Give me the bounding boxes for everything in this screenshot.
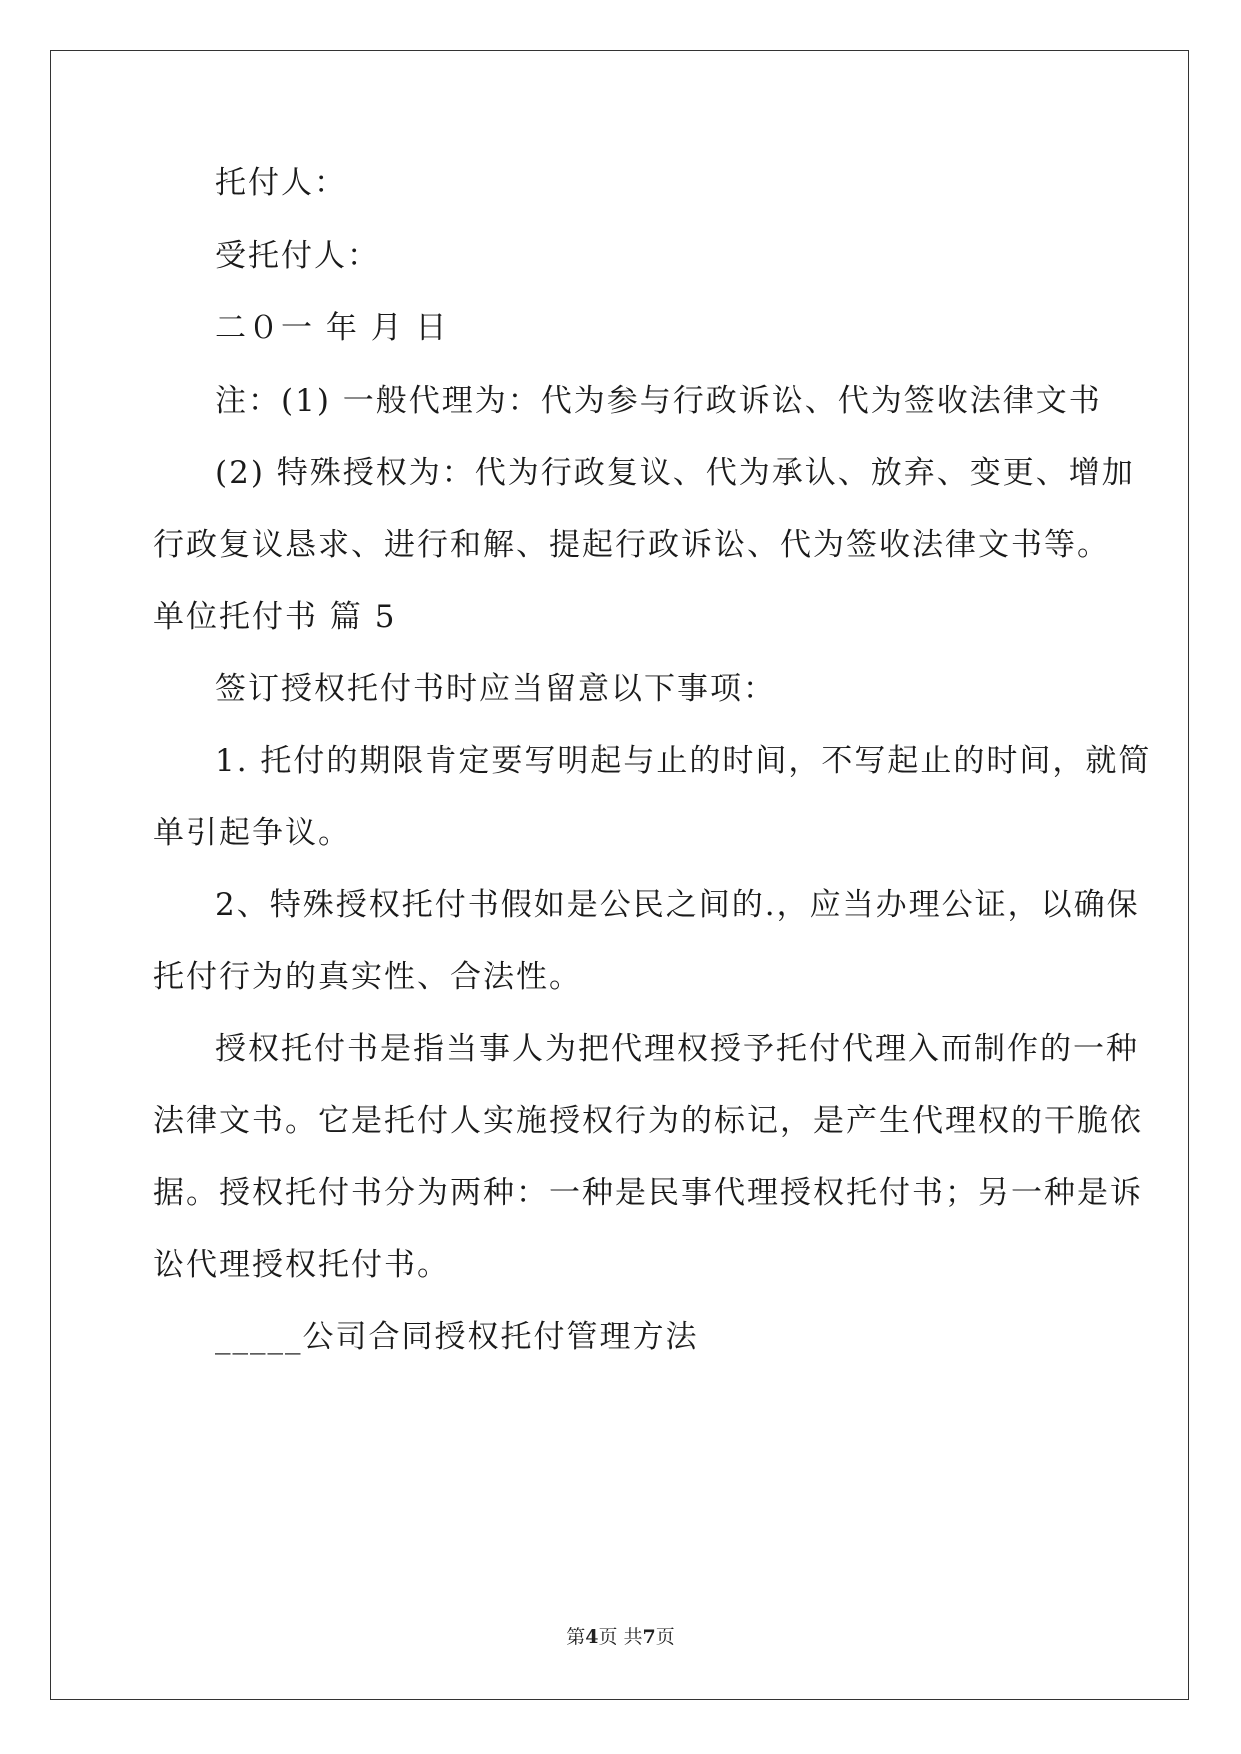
text-line-item-1: 1. 托付的期限肯定要写明起与止的时间，不写起止的时间，就简 [215, 743, 1152, 779]
text-line-note-1: 注：(1) 一般代理为：代为参与行政诉讼、代为签收法律文书 [215, 383, 1102, 419]
text-line-intro: 签订授权托付书时应当留意以下事项： [215, 671, 776, 707]
text-line-company-title: _____公司合同授权托付管理方法 [215, 1319, 699, 1355]
text-line-item-1-cont: 单引起争议。 [153, 815, 351, 851]
text-line-definition-3: 据。授权托付书分为两种：一种是民事代理授权托付书；另一种是诉 [153, 1175, 1143, 1211]
text-line-item-2: 2、特殊授权托付书假如是公民之间的.，应当办理公证，以确保 [215, 887, 1140, 923]
text-line-item-2-cont: 托付行为的真实性、合法性。 [153, 959, 582, 995]
text-line-definition: 授权托付书是指当事人为把代理权授予托付代理入而制作的一种 [215, 1031, 1139, 1067]
text-line-definition-4: 讼代理授权托付书。 [153, 1247, 450, 1283]
footer-middle: 页 共 [598, 1626, 643, 1648]
text-line-date: 二０一 年 月 日 [215, 310, 449, 346]
footer-suffix: 页 [655, 1626, 675, 1648]
page-footer [0, 1625, 1241, 1649]
text-line-note-2-cont: 行政复议恳求、进行和解、提起行政诉讼、代为签收法律文书等。 [153, 527, 1110, 563]
section-heading: 单位托付书 篇 5 [153, 599, 397, 635]
footer-total-pages: 7 [642, 1626, 656, 1648]
text-line-definition-2: 法律文书。它是托付人实施授权行为的标记，是产生代理权的干脆依 [153, 1103, 1143, 1139]
text-line-principal: 托付人： [215, 165, 347, 201]
text-line-agent: 受托付人： [215, 238, 380, 274]
footer-prefix: 第 [566, 1626, 586, 1648]
text-line-note-2: (2) 特殊授权为：代为行政复议、代为承认、放弃、变更、增加 [215, 455, 1135, 491]
page-border [50, 50, 1189, 1700]
footer-page-number: 4 [585, 1626, 599, 1648]
